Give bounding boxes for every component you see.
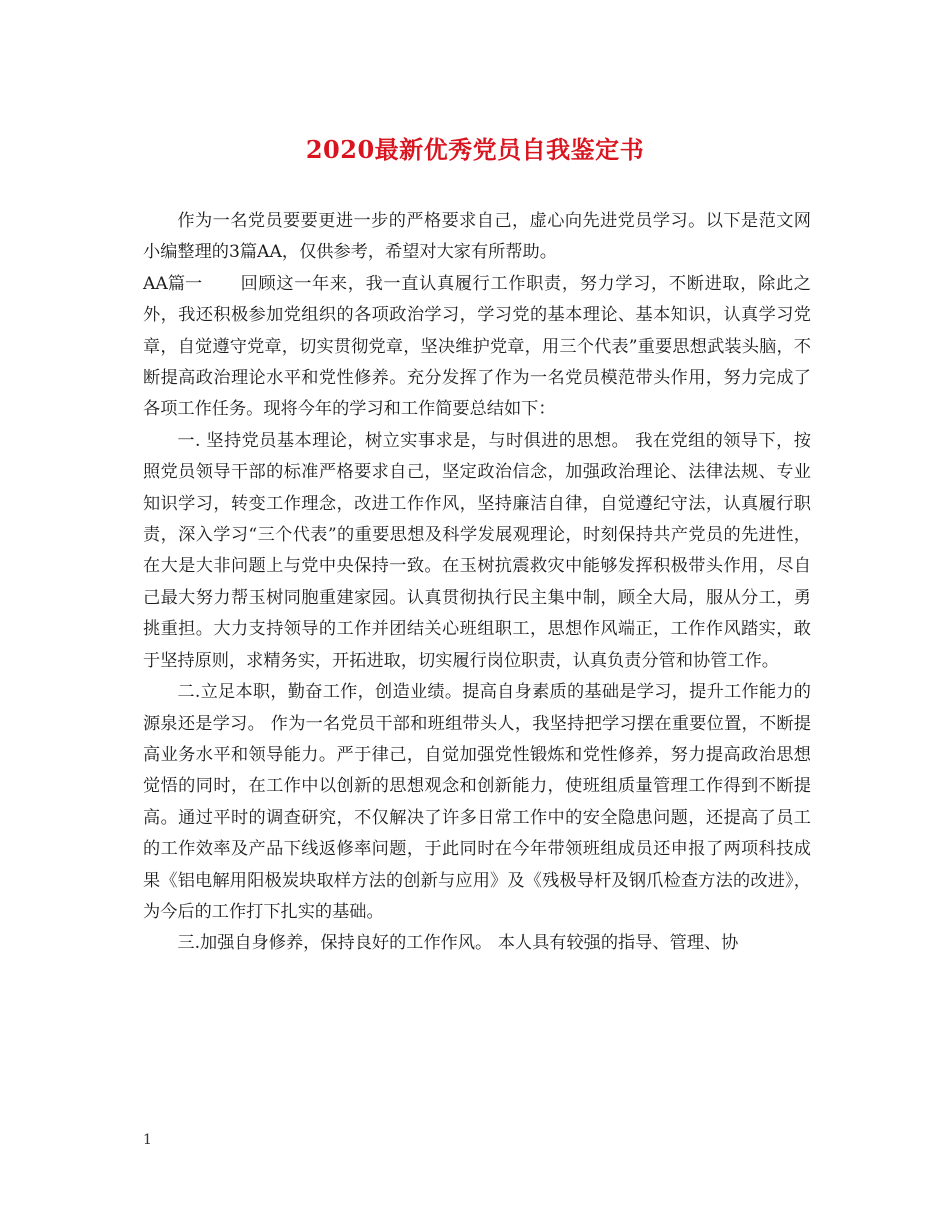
document-title: 2020最新优秀党员自我鉴定书 xyxy=(305,135,645,164)
paragraph-3: 三.加强自身修养，保持良好的工作作风。 本人具有较强的指导、管理、协 xyxy=(177,933,739,954)
paragraph-2: 二.立足本职，勤奋工作，创造业绩。提高自身素质的基础是学习，提升工作能力的源泉还是学习。 作为一名党员干部和班组带头人，我坚持把学习摆在重要位置，不断提高业务水平和领导能力。严于律己，自觉加强党性锻炼和党性修养，努力提高政治思想觉悟的同时，在工作中以创新的思想观念和创新能力，使班组质量管理工作得到不断提高。通过平时的调查研究，不仅解决了许多日常工作中的安全隐患问题，还提高了员工的工作效率及产品下线返修率问题，于此同时在今年带领班组成员还申报了两项科技成果《铝电解用阳极炭块取样方法的创新与应用》及《残极导杆及钢爪检查方法的改进》，为今后的工作打下扎实的基础。 xyxy=(143,682,811,922)
section-paragraph xyxy=(143,269,811,426)
section-text: 回顾这一年来，我一直认真履行工作职责，努力学习，不断进取，除此之外，我还积极参加党组织的各项政治学习，学习党的基本理论、基本知识，认真学习党章，自觉遵守党章，切实贯彻党章，坚决维护党章，用三个代表”重要思想武装头脑，不断提高政治理论水平和党性修养。充分发挥了作为一名党员模范带头作用，努力完成了各项工作任务。现将今年的学习和工作简要总结如下： xyxy=(143,273,811,420)
intro-paragraph: 作为一名党员要要更进一步的严格要求自己，虚心向先进党员学习。以下是范文网小编整理的3篇AA，仅供参考，希望对大家有所帮助。 xyxy=(143,211,811,263)
page-number: 1 xyxy=(143,1132,152,1148)
section-tag: AA篇一 xyxy=(143,273,203,294)
document-body xyxy=(143,206,811,960)
paragraph-1: 一. 坚持党员基本理论，树立实事求是，与时俱进的思想。 我在党组的领导下，按照党员领导干部的标准严格要求自己，坚定政治信念，加强政治理论、法律法规、专业知识学习，转变工作理念，改进工作作风，坚持廉洁自律，自觉遵纪守法，认真履行职责，深入学习“三个代表”的重要思想及科学发展观理论，时刻保持共产党员的先进性，在大是大非问题上与党中央保持一致。在玉树抗震救灾中能够发挥积极带头作用，尽自己最大努力帮玉树同胞重建家园。认真贯彻执行民主集中制，顾全大局，服从分工，勇挑重担。大力支持领导的工作并团结关心班组职工，思想作风端正，工作作风踏实，敢于坚持原则，求精务实，开拓进取，切实履行岗位职责，认真负责分管和协管工作。 xyxy=(143,430,811,671)
